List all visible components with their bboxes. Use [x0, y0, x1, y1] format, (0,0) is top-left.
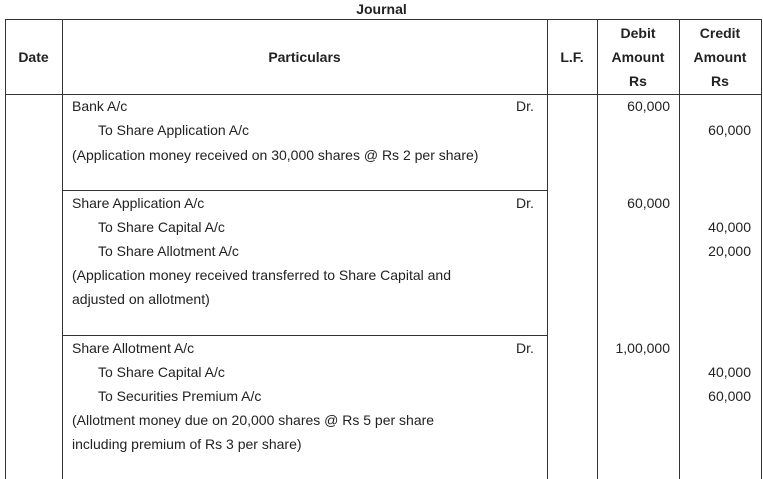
entry-1-narration-line-1: (Application money received on 30,000 shares @ Rs 2 per share): [72, 147, 479, 163]
debit-header-line-1: Debit: [620, 25, 656, 41]
entry-3-credit-account-2: To Securities Premium A/c: [98, 388, 262, 404]
date-column-divider: [62, 19, 63, 479]
table-top-border: [5, 19, 762, 20]
entry-2-credit-account-2: To Share Allotment A/c: [98, 243, 239, 259]
entry-3-credit-account-1: To Share Capital A/c: [98, 364, 225, 380]
entry-2-credit-account-1: To Share Capital A/c: [98, 219, 225, 235]
header-bottom-border: [5, 94, 762, 95]
entry-1-debit-account: Bank A/c: [72, 98, 128, 114]
entry-3-dr-label: Dr.: [516, 340, 534, 356]
credit-header-line-1: Credit: [699, 25, 741, 41]
particulars-header: Particulars: [268, 49, 341, 65]
entry-2-debit-account: Share Application A/c: [72, 195, 205, 211]
entry-2-debit-amount: 60,000: [627, 195, 670, 211]
entry-3-debit-amount: 1,00,000: [615, 340, 670, 356]
credit-header-line-2: Amount: [693, 49, 747, 65]
entry-2-credit-amount-1: 40,000: [708, 219, 751, 235]
entry-1-credit-account-1: To Share Application A/c: [98, 122, 249, 138]
entry-2-separator: [62, 335, 548, 336]
debit-header-line-2: Amount: [611, 49, 665, 65]
entry-3-credit-amount-2: 60,000: [708, 388, 751, 404]
date-header: Date: [18, 49, 49, 65]
entry-2-credit-amount-2: 20,000: [708, 243, 751, 259]
entry-3-narration-line-2: including premium of Rs 3 per share): [72, 436, 302, 452]
entry-1-debit-amount: 60,000: [627, 98, 670, 114]
entry-2-dr-label: Dr.: [516, 195, 534, 211]
entry-3-debit-account: Share Allotment A/c: [72, 340, 195, 356]
entry-3-credit-amount-1: 40,000: [708, 364, 751, 380]
debit-header-line-3: Rs: [629, 73, 647, 89]
entry-1-credit-amount-1: 60,000: [708, 122, 751, 138]
entry-3-narration-line-1: (Allotment money due on 20,000 shares @ Rs 5 per share: [72, 412, 435, 428]
credit-header-line-3: Rs: [711, 73, 729, 89]
entry-1-dr-label: Dr.: [516, 98, 534, 114]
particulars-column-divider: [547, 19, 548, 479]
lf-header: L.F.: [560, 49, 584, 65]
left-border: [5, 19, 6, 479]
journal-title: Journal: [356, 1, 407, 17]
entry-2-narration-line-1: (Application money received transferred to Share Capital and: [72, 267, 451, 283]
entry-1-separator: [62, 190, 548, 191]
entry-2-narration-line-2: adjusted on allotment): [72, 291, 210, 307]
right-border: [761, 19, 762, 479]
